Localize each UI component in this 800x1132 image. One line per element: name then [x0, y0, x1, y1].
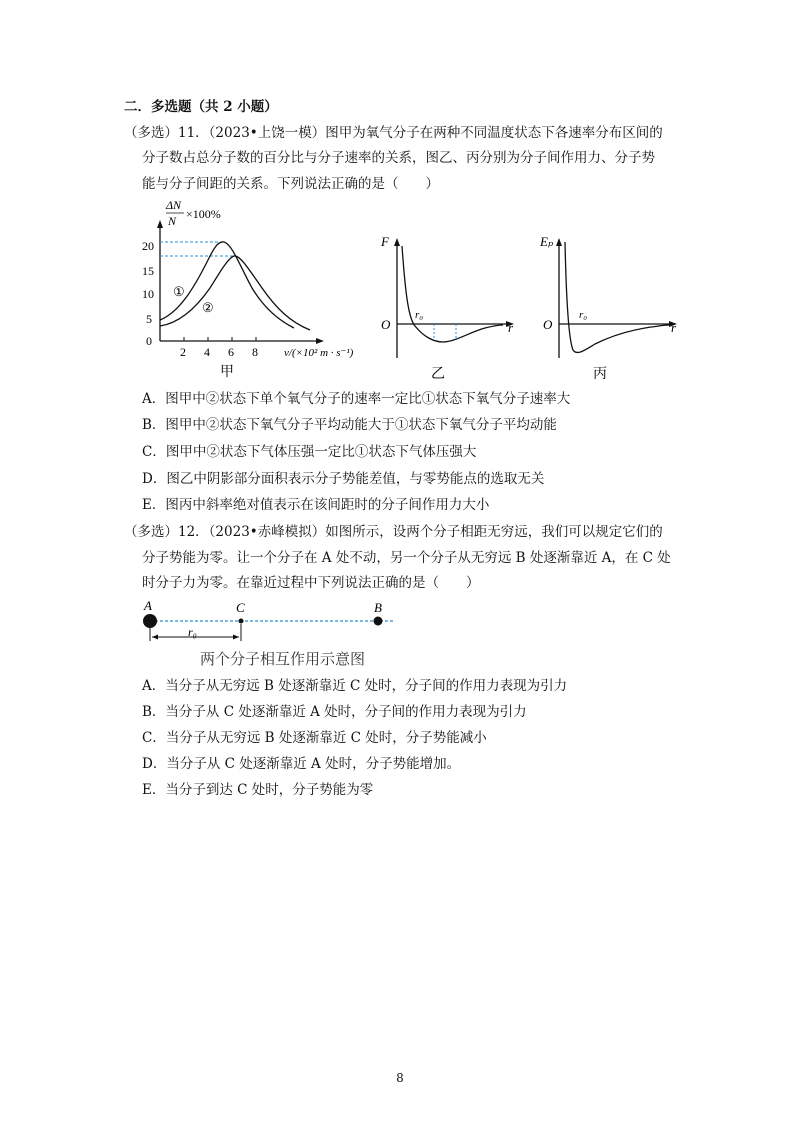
q11-option-b: B．图甲中②状态下氧气分子平均动能大于①状态下氧气分子平均动能: [142, 417, 557, 433]
jia-xlabel: v/(×10² m · s⁻¹): [284, 347, 354, 359]
jia-xtick: 6: [228, 345, 234, 359]
jia-ylabel-bottom: N: [168, 214, 177, 228]
q11-option-d: D．图乙中阴影部分面积表示分子势能差值，与零势能点的选取无关: [142, 471, 545, 487]
q12-option-b: B．当分子从 C 处逐渐靠近 A 处时，分子间的作用力表现为引力: [142, 704, 527, 720]
yi-axis-x: r: [508, 320, 514, 335]
jia-ytick: 0: [146, 334, 152, 348]
yi-axis-y: F: [381, 234, 389, 249]
q11-option-e: E．图丙中斜率绝对值表示在该间距时的分子间作用力大小: [142, 497, 490, 513]
q12-option-d: D．当分子从 C 处逐渐靠近 A 处时，分子势能增加。: [142, 756, 461, 772]
yi-r0: r₀: [415, 309, 424, 321]
q11-stem-line-2: 分子数占总分子数的百分比与分子速率的关系，图乙、丙分别为分子间作用力、分子势: [142, 150, 655, 166]
q11-option-a: A．图甲中②状态下单个氧气分子的速率一定比①状态下氧气分子速率大: [142, 391, 571, 407]
q12-option-a: A．当分子从无穷远 B 处逐渐靠近 C 处时，分子间的作用力表现为引力: [142, 678, 568, 694]
section-title: 二．多选题（共 2 小题）: [124, 99, 278, 115]
molecule-b: [374, 617, 383, 626]
q12-label-b: B: [374, 600, 382, 615]
q12-r0: r₀: [188, 625, 197, 639]
jia-ytick: 10: [142, 287, 154, 301]
bing-origin: O: [543, 317, 553, 332]
jia-curve-1-label: ①: [173, 284, 185, 299]
q11-option-c: C．图甲中②状态下气体压强一定比①状态下气体压强大: [142, 444, 477, 460]
jia-curve-2-label: ②: [202, 300, 214, 315]
q12-label-c: C: [236, 600, 245, 615]
figure-jia: [140, 196, 380, 381]
q12-stem-line-3: 时分子力为零。在靠近过程中下列说法正确的是（ ）: [142, 575, 480, 591]
bing-caption: 丙: [593, 367, 607, 382]
yi-caption: 乙: [431, 367, 445, 382]
page-number: 8: [396, 1071, 404, 1085]
jia-ylabel-suffix: ×100%: [186, 207, 221, 221]
figure-bing: [535, 228, 685, 383]
jia-ytick: 20: [142, 239, 154, 253]
bing-axis-y: Eₚ: [540, 234, 554, 249]
q12-option-c: C．当分子从无穷远 B 处逐渐靠近 C 处时，分子势能减小: [142, 730, 487, 746]
q12-stem-line-2: 分子势能为零。让一个分子在 A 处不动，另一个分子从无穷远 B 处逐渐靠近 A，在 C 处: [142, 550, 671, 566]
jia-ytick: 5: [146, 312, 152, 326]
yi-origin: O: [381, 317, 391, 332]
q12-label-a: A: [144, 598, 152, 613]
point-c-marker: [239, 619, 244, 624]
bing-axis-x: r: [671, 320, 677, 335]
q11-stem-line-1: （多选）11．（2023•上饶一模）图甲为氧气分子在两种不同温度状态下各速率分布区间的: [124, 125, 663, 141]
figure-q12-molecules: [138, 596, 408, 672]
bing-r0: r₀: [579, 309, 588, 321]
jia-ytick: 15: [142, 264, 154, 278]
jia-xtick: 8: [252, 345, 258, 359]
q12-stem-line-1: （多选）12．（2023•赤峰模拟）如图所示，设两个分子相距无穷远，我们可以规定它们的: [124, 524, 663, 540]
jia-xtick: 4: [204, 345, 210, 359]
jia-ylabel-top: ΔN: [166, 198, 182, 212]
q12-option-e: E．当分子到达 C 处时，分子势能为零: [142, 782, 374, 798]
figure-yi: [375, 228, 525, 383]
jia-xtick: 2: [180, 345, 186, 359]
q11-stem-line-3: 能与分子间距的关系。下列说法正确的是（ ）: [142, 176, 439, 192]
jia-caption: 甲: [220, 365, 234, 380]
molecule-a: [143, 614, 157, 628]
q12-figure-caption: 两个分子相互作用示意图: [200, 652, 366, 668]
